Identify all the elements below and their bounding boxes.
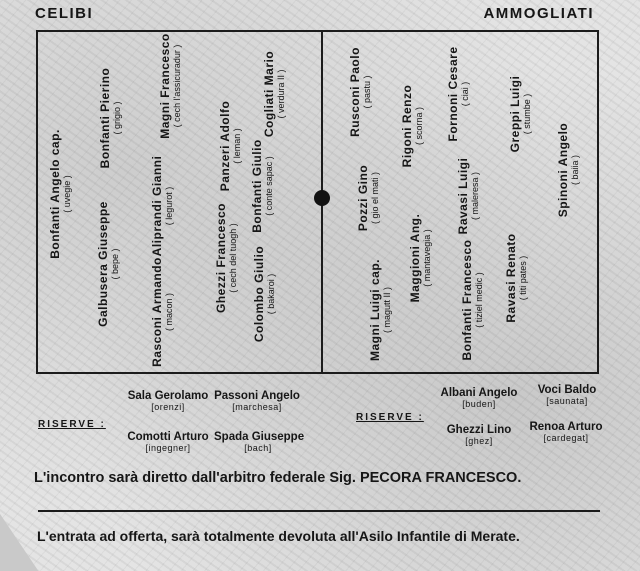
ammogliati-reserve: Albani Angelo [buden] bbox=[440, 387, 518, 409]
celibi-team-title: CELIBI bbox=[35, 5, 94, 22]
celibi-player: Galbusera Giuseppe ( bepe ) bbox=[96, 201, 120, 327]
ammogliati-reserve: Ghezzi Lino [ghez] bbox=[446, 424, 512, 446]
celibi-reserve: Passoni Angelo [marchesa] bbox=[214, 390, 300, 412]
celibi-player: Cogliati Mario ( verdura II ) bbox=[262, 50, 286, 138]
ammogliati-player: Magni Luigi cap. ( magutt II ) bbox=[368, 259, 392, 362]
ammogliati-player: Bonfanti Francesco ( tiziel medic ) bbox=[460, 239, 484, 361]
center-spot bbox=[314, 190, 330, 206]
ammogliati-player: Ravasi Renato ( titi pates ) bbox=[504, 233, 528, 323]
ammogliati-reserves-label: RISERVE : bbox=[356, 412, 424, 423]
entry-donation-note: L'entrata ad offerta, sarà totalmente devoluta all'Asilo Infantile di Merate. bbox=[37, 528, 520, 544]
ammogliati-player: Rigoni Renzo ( scorna ) bbox=[400, 84, 424, 168]
ammogliati-player: Pozzi Gino ( gio el mati ) bbox=[356, 164, 380, 232]
celibi-player: Colombo Giulio ( bakaroi ) bbox=[252, 245, 276, 343]
celibi-reserve: Sala Gerolamo [orenzi] bbox=[127, 390, 209, 412]
celibi-reserve: Spada Giuseppe [bach] bbox=[214, 431, 305, 453]
ammogliati-player: Maggioni Ang. ( mantavegia ) bbox=[408, 213, 432, 303]
celibi-player: Aliprandi Gianni ( legurot ) bbox=[150, 155, 174, 257]
celibi-player: Panzeri Adolfo ( leman ) bbox=[218, 100, 242, 192]
celibi-player: Ghezzi Francesco ( cech del tuogh ) bbox=[214, 202, 238, 314]
celibi-player: Magni Francesco ( cech l'assicuradur ) bbox=[158, 33, 182, 139]
referee-announcement: L'incontro sarà diretto dall'arbitro federale Sig. PECORA FRANCESCO. bbox=[34, 470, 522, 486]
field-lineup-box bbox=[36, 30, 599, 374]
ammogliati-player: Ravasi Luigi ( maleresa ) bbox=[456, 157, 480, 235]
celibi-player: Bonfanti Pierino ( grigio ) bbox=[98, 67, 122, 169]
ammogliati-player: Spinoni Angelo ( baiia ) bbox=[556, 122, 580, 218]
footer-divider bbox=[38, 510, 600, 512]
ammogliati-player: Rusconi Paolo ( pastu ) bbox=[348, 47, 372, 137]
celibi-reserve: Comotti Arturo [ingegner] bbox=[127, 431, 209, 453]
ammogliati-team-title: AMMOGLIATI bbox=[483, 5, 594, 22]
ammogliati-player: Greppi Luigi ( stumbe ) bbox=[508, 75, 532, 153]
ammogliati-reserve: Renoa Arturo [cardegat] bbox=[529, 421, 603, 443]
celibi-player: Bonfanti Giulio ( conte sapac ) bbox=[250, 139, 274, 233]
celibi-player: Bonfanti Angelo cap. ( uvegie ) bbox=[48, 129, 72, 259]
celibi-player: Rasconi Armando ( macon ) bbox=[150, 257, 174, 367]
ammogliati-player: Fornoni Cesare ( ciai ) bbox=[446, 46, 470, 142]
celibi-reserves-label: RISERVE : bbox=[38, 419, 106, 430]
ammogliati-reserve: Voci Baldo [saunata] bbox=[537, 384, 597, 406]
